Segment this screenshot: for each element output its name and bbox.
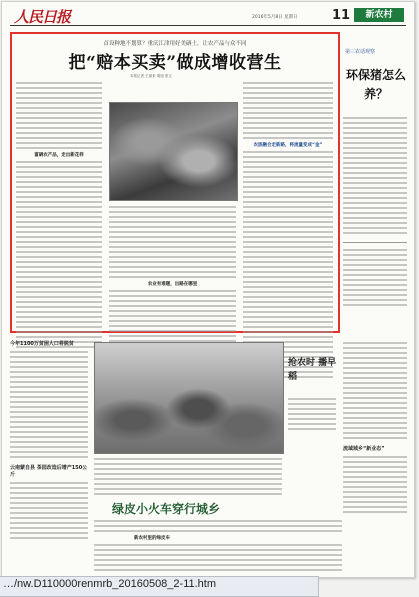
lower-right-column [343,342,407,516]
newspaper-page [1,1,415,578]
article-subhead: 富硒农产品，走出新花样 [34,153,84,158]
farmers-photo [94,342,284,454]
newspaper-logo: 人民日报 [14,8,71,26]
sidebar-tag: 第三农话观察 [345,49,376,55]
news-headline[interactable]: 今年1100万贫困人口将脱贫 [10,341,74,347]
article-column [109,206,236,350]
news-headline[interactable]: 云南蒙自县 茶园改造后增产150公斤 [10,465,88,478]
article-byline: 本报记者 王斌来 胡旭 张文 [130,74,172,78]
article-subhead: 农旅融合走新路，将流量变成“金” [253,143,323,148]
news-headline[interactable]: 流域城乡“新业态” [343,446,385,452]
article-subhead: 农业有难题，出路在哪里 [147,282,198,287]
photo-caption [288,398,336,433]
photo-title: 抢农时 播早稻 [288,358,337,382]
lower-headline[interactable]: 绿皮小火车穿行城乡 [112,502,221,516]
lower-left-column [10,340,88,542]
lower-article [94,520,342,575]
issue-date: 2016年5月8日 星期日 [252,15,298,20]
article-column [243,82,333,381]
sidebar-title[interactable]: 环保猪怎么养？ [346,68,407,101]
sidebar-box [343,242,407,333]
lower-text [94,458,282,498]
masthead-rule [10,25,406,26]
article-headline[interactable]: 把“赔本买卖”做成增收营生 [68,53,282,73]
featured-article[interactable] [10,32,340,333]
sidebar-text [343,117,407,237]
status-url: …/nw.D110000renmrb_20160508_2-11.htm [3,578,217,590]
article-photo [109,102,238,201]
page-number: 11 [332,8,351,23]
section-tag: 新农村 [354,8,404,22]
lower-subhead: 新农村里的绿皮车 [134,536,170,541]
article-column [16,82,102,351]
status-bar [0,576,319,597]
article-kicker: 首设种地不划算？重庆江津用好美硒土，让农产品与众不同 [103,41,247,47]
